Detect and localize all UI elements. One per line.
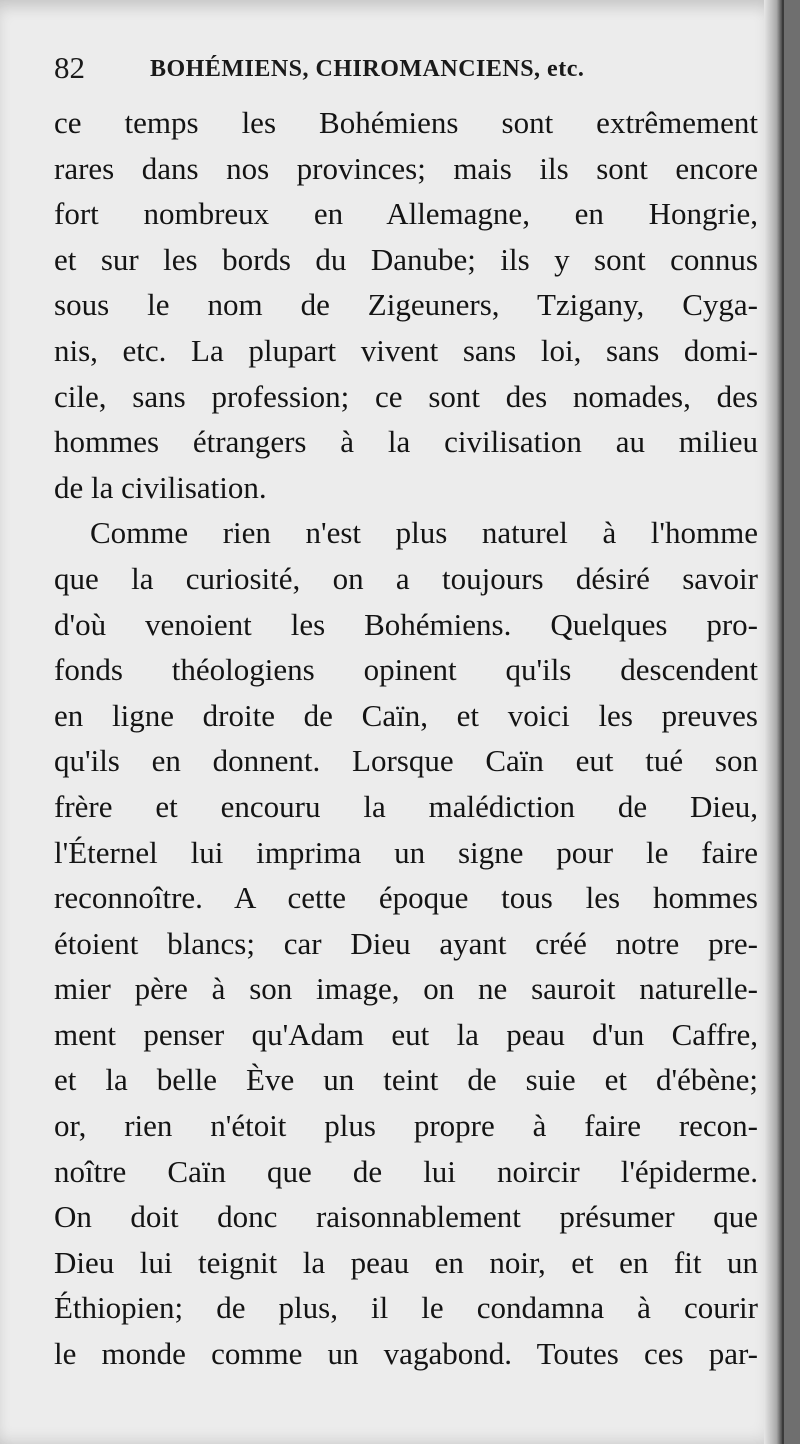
running-head [54, 50, 754, 90]
running-title: BOHÉMIENS, CHIROMANCIENS, etc. [150, 56, 585, 82]
text-line: le monde comme un vagabond. Toutes ces par- [54, 1336, 758, 1372]
page-number: 82 [54, 50, 85, 85]
text-line: sous le nom de Zigeuners, Tzigany, Cyga- [54, 287, 758, 323]
text-line: cile, sans profession; ce sont des nomades, des [54, 378, 758, 414]
text-line: On doit donc raisonnablement présumer que [54, 1199, 758, 1235]
text-line: mier père à son image, on ne sauroit naturelle- [54, 971, 758, 1007]
text-line: que la curiosité, on a toujours désiré savoir [54, 560, 758, 596]
text-line: et la belle Ève un teint de suie et d'ébène; [54, 1062, 758, 1098]
text-line: reconnoître. A cette époque tous les hommes [54, 880, 758, 916]
text-line: et sur les bords du Danube; ils y sont connus [54, 241, 758, 277]
text-line: rares dans nos provinces; mais ils sont encore [54, 150, 758, 186]
text-line: frère et encouru la malédiction de Dieu, [54, 788, 758, 824]
text-line: l'Éternel lui imprima un signe pour le faire [54, 834, 758, 870]
text-line: ment penser qu'Adam eut la peau d'un Caffre, [54, 1016, 758, 1052]
text-line: or, rien n'étoit plus propre à faire recon- [54, 1108, 758, 1144]
paragraph-end-line: de la civilisation. [54, 469, 267, 505]
text-line: Dieu lui teignit la peau en noir, et en fit un [54, 1244, 758, 1280]
text-line: fort nombreux en Allemagne, en Hongrie, [54, 196, 758, 232]
paragraph-start-line: Comme rien n'est plus naturel à l'homme [90, 515, 758, 551]
text-line: d'où venoient les Bohémiens. Quelques pro- [54, 606, 758, 642]
text-line: en ligne droite de Caïn, et voici les preuves [54, 697, 758, 733]
text-line: noître Caïn que de lui noircir l'épiderme. [54, 1153, 758, 1189]
text-line: ce temps les Bohémiens sont extrêmement [54, 105, 758, 140]
text-line: Éthiopien; de plus, il le condamna à courir [54, 1290, 758, 1326]
page-edge-shadow [764, 0, 782, 1444]
body-text [54, 100, 758, 1377]
text-line: étoient blancs; car Dieu ayant créé notre pre- [54, 925, 758, 961]
text-line: qu'ils en donnent. Lorsque Caïn eut tué son [54, 743, 758, 779]
text-line: fonds théologiens opinent qu'ils descendent [54, 652, 758, 688]
text-line: nis, etc. La plupart vivent sans loi, sans domi- [54, 332, 758, 368]
text-line: hommes étrangers à la civilisation au milieu [54, 424, 758, 460]
